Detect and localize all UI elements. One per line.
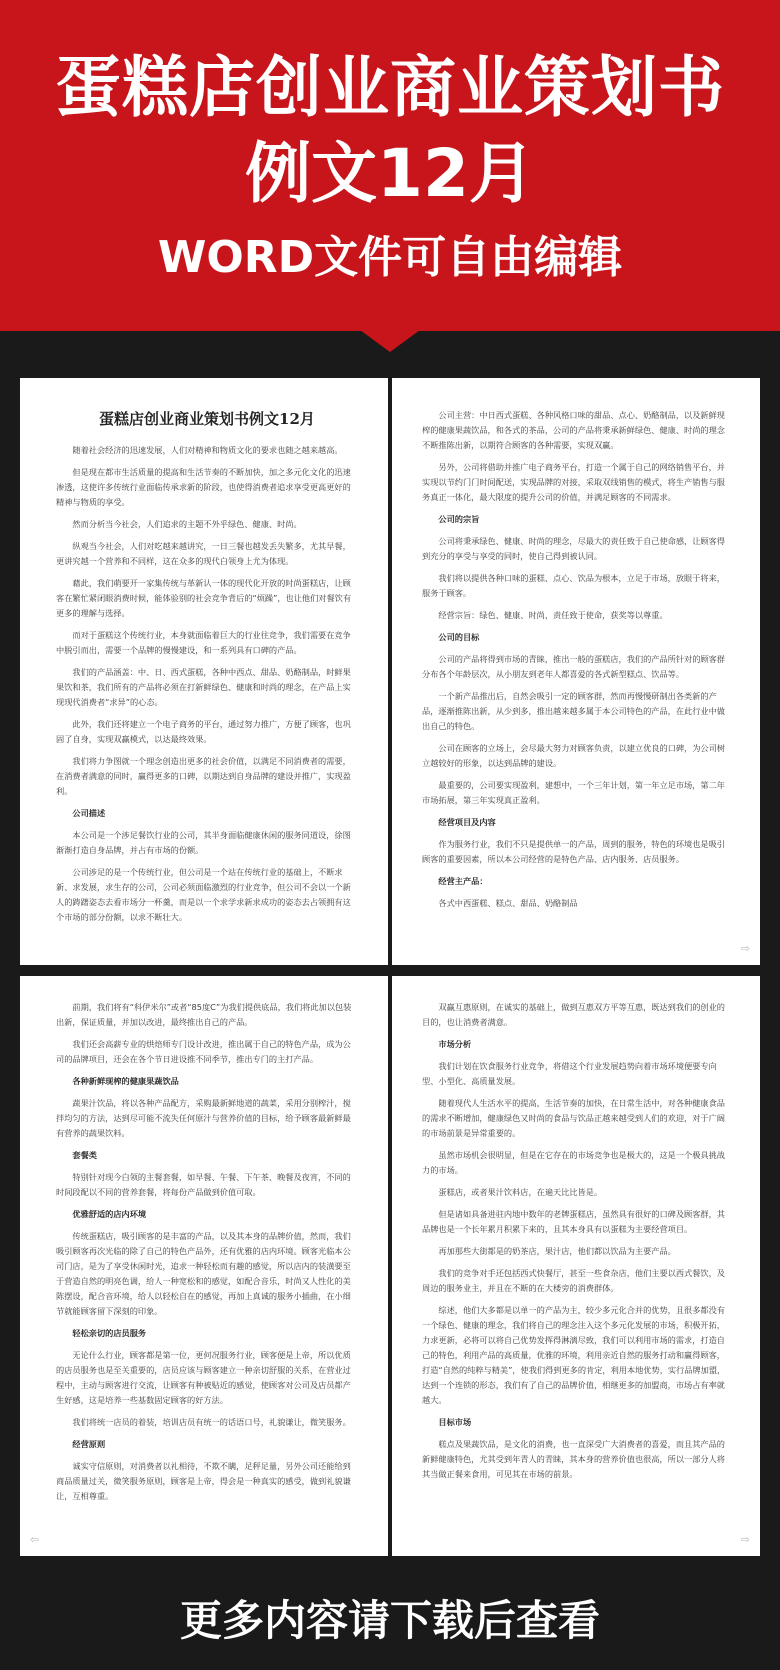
paragraph: 我们将统一店员的着装，培训店员有统一的话语口号，礼貌谦让，微笑服务。 [72,1417,351,1427]
document-title: 蛋糕店创业商业策划书例文12月 [99,410,315,428]
paragraph: 公司涉足的是一个传统行业，但公司是一个站在传统行业的基础上，不断求新、求发展，求生存的公司，公司必须面临激烈的行业竞争，但公司不会以一个新人的踌躇姿态去看市场分一杯羹，而是以一个求学求新求成功的姿态去占领拥有这个市场的部分份额，以求不断壮大。 [56,867,351,922]
previous-page-arrow-icon: ⇦ [30,1533,40,1546]
paragraph: 而对于蛋糕这个传统行业，本身就面临着巨大的行业往竞争，我们需要在竞争中脱引而出，需要一个品牌的慢慢建设，和一系列具有口碑的产品。 [56,630,351,655]
paragraph: 我们的产品涵盖：中、日、西式蛋糕，各种中西点、甜品、奶酪制品，时鲜果果饮和茶，我们所有的产品将必须在打新鲜绿色、健康和时尚的理念，在产品上实现现代消费者“求异”的心态。 [56,667,351,707]
section-heading: 经营项目及内容 [438,817,496,827]
paragraph: 最重要的，公司要实现盈利，建想中，一个三年计划，第一年立足市场，第二年市场拓展，第三年实现真正盈利。 [422,780,725,805]
paragraph: 经营宗旨：绿色、健康、时尚，责任致于使命，获奖等以尊重。 [438,610,668,620]
paragraph: 我们将以提供各种口味的蛋糕、点心、饮品为根本，立足于市场，放眼于将来，服务于顾客。 [422,573,725,598]
paragraph: 双赢互惠原则，在诚实的基础上，做到互惠双方平等互惠，既达到我们的创业的目的，也让消费者满意。 [422,1002,725,1027]
paragraph: 虽然市场机会很明显，但是在它存在的市场竞争也是极大的，这是一个极具挑战力的市场。 [422,1150,725,1175]
document-page-4 [392,976,760,1556]
section-heading: 公司的目标 [438,632,480,642]
paragraph: 随着现代人生活水平的提高，生活节奏的加快，在日常生活中，对各种健康食品的需求不断增加，健康绿色又时尚的食品与饮品正越来越受到人们的欢迎，对于广阔的市场前景是异常重要的。 [422,1098,725,1138]
header-banner [0,0,780,331]
paragraph: 特别针对现今白领的主餐套餐，如早餐、午餐、下午茶、晚餐及夜宵，不同的时间段配以不同的营养套餐，将每份产品做到价值可取。 [56,1172,351,1197]
paragraph: 综述，他们大多都是以单一的产品为主，较少多元化合并的优势，且很多都没有一个绿色、健康的理念，我们将自己的理念注入这个多元化发展的市场，积极开拓，力求更新，必将可以将自己优势发挥得淋漓尽致，我们可以利用市场的需求，打造自己的特色，利用产品的高质量，优雅的环境，利用亲近自然的服务打动和赢得顾客，打造“自然的纯粹与精美”，使我们得到更多的肯定，利用本地优势，实行品牌加盟，达到一个连锁的形态，我们有了自己的品牌价值，相继更多的加盟商，市场占有率就越大。 [422,1305,726,1405]
paragraph: 随着社会经济的迅速发展，人们对精神和物质文化的要求也随之越来越高。 [72,445,343,455]
paragraph: 各式中西蛋糕、糕点、甜品、奶酪制品 [438,898,578,908]
banner-title-line2: 例文12月 [245,135,535,212]
paragraph: 蔬果汁饮品，将以各种产品配方，采购最新鲜地道的蔬菜，采用分别榨汁，搅拌均匀的方法，达到尽可能不流失任何原汁与营养价值的目标，给予顾客最新鲜最有营养的蔬果饮料。 [56,1098,351,1138]
paragraph: 本公司是一个涉足餐饮行业的公司，其半身面临健康休闲的服务同道设，徐图渐渐打造自身品牌，并占有市场的份额。 [56,830,351,855]
paragraph: 前期，我们将有“科伊米尔”或者“85度C”为我们提供底品，我们将此加以包装出新，保证质量，并加以改进，最终推出自己的产品。 [56,1002,352,1027]
section-heading: 套餐类 [72,1150,97,1160]
paragraph: 公司主营：中日西式蛋糕、各种风格口味的甜品、点心、奶酪制品，以及新鲜现榨的健康果蔬饮品，和各式的茶品，公司的产品将秉承新鲜绿色、健康、时尚的理念不断推陈出新，以期符合顾客的各种需要，实现双赢。 [422,410,725,450]
paragraph: 藉此，我们萌要开一家集传统与革新认一体的现代化开放的时尚蛋糕店，让顾客在繁忙紧闭眼消费时候，能体验别的社会竞争背后的“烦躁”，也让他们对餐饮有更多的理解与选择。 [56,578,352,618]
section-heading: 经营主产品： [438,876,488,886]
paragraph: 此外，我们还将建立一个电子商务的平台，通过努力推广，方便了顾客，也巩固了自身，实现双赢模式，以达最终效果。 [56,719,351,744]
paragraph: 公司在顾客的立场上，会尽最大努力对顾客负责，以建立优良的口碑，为公司树立越较好的形象，以达到品牌的建设。 [422,743,725,768]
section-heading: 轻松亲切的店员服务 [72,1328,147,1338]
paragraph: 但是现在都市生活质量的提高和生活节奏的不断加快，加之多元化文化的迅速渗透，这使许多传统行业面临传承求新的阶段，也使得消费者追求享受更高更好的精神与物质的享受。 [56,467,351,507]
paragraph: 无论什么行业，顾客都是第一位，更何况服务行业，顾客便是上帝，所以优质的店员服务也是至关重要的，店员应该与顾客建立一种亲切舒服的关系，在营业过程中，主动与顾客进行交流，让顾客有种被贴近的感觉，使顾客对公司及店员都产生好感，这是培养一些基数固定顾客的好方法。 [56,1350,351,1405]
banner-subtitle: WORD文件可自由编辑 [157,232,623,283]
paragraph: 我们将力争图就一个理念创造出更多的社会价值，以满足不同消费者的需要，在消费者满意的同时，赢得更多的口碑，以期达到自身品牌的建设并推广，实现盈利。 [56,756,351,796]
paragraph: 我们计划在饮食服务行业竞争，将借这个行业发展趋势向着市场环境便要专向型、小型化、高质量发展。 [422,1061,717,1086]
paragraph: 传统蛋糕店，吸引顾客的是丰富的产品，以及其本身的品牌价值，然而，我们吸引顾客再次光临的除了自己的特色产品外，还有优雅的店内环境。顾客光临本公司门店，是为了享受休闲时光，追求一种轻松而有趣的感觉，所以店内的装潢要至于营造自然的明亮色调，给人一种宽松和的感觉，如配合音乐，时尚又人性化的美陈摆设，配合音环境，给人以轻松自在的感觉，再加上真诚的服务小插曲，在小细节就能顾客留下深刻的印象。 [56,1231,351,1316]
section-heading: 优雅舒适的店内环境 [72,1209,147,1219]
section-heading: 经营原则 [72,1439,106,1449]
paragraph: 另外，公司将借助并推广电子商务平台，打造一个属于自己的网络销售平台，并实现以节约门门时间配送，实现品牌的对接，采取双线销售的模式，将生产销售与服务真正一体化，最大限度的提升公司的价值，并满足顾客的不同需求。 [422,462,725,502]
section-heading: 公司描述 [72,808,106,818]
document-page-3 [20,976,388,1556]
banner-pointer [360,330,420,352]
section-heading: 目标市场 [438,1417,472,1427]
paragraph: 公司将秉承绿色、健康、时尚的理念，尽最大的责任致于自己使命感，让顾客得到充分的享受与享受的同时，使自己得到被认同。 [422,536,725,561]
paragraph: 我们还会高薪专业的烘焙师专门设计改进，推出属于自己的特色产品，成为公司的品牌项目，还会在各个节日进设推不同季节，推出专门的主打产品。 [56,1039,351,1064]
banner-title-line1: 蛋糕店创业商业策划书 [55,49,725,126]
paragraph: 一个新产品推出后，自然会吸引一定的顾客群，然而再慢慢研制出各类新的产品，逐渐推陈出新，从少到多，推出越来越多属于本公司特色的产品，在此行业中做出自己的特色。 [422,691,725,731]
paragraph: 蛋糕店，或者果汁饮料店，在遍天比比皆是。 [438,1187,603,1197]
next-page-arrow-icon: ⇨ [740,942,750,955]
document-page-1 [20,378,388,965]
paragraph: 再加那些大街都是的奶茶店，果汁店，他们都以饮品为主要产品。 [438,1246,676,1256]
paragraph: 纵观当今社会，人们对吃越来越讲究，一日三餐也越发丢失繁多，尤其早餐，更讲究越一个营养和不同样，这在众多的现代白领身上尤为体现。 [56,541,351,566]
section-heading: 各种新鲜现榨的健康果蔬饮品 [72,1076,179,1086]
paragraph: 公司的产品将得到市场的青睐，推出一般的蛋糕店，我们的产品所针对的顾客群分布各个年龄层次，从小朋友到老年人都喜爱的各式新型糕点、饮品等。 [422,654,725,679]
paragraph: 诚实守信原则，对消费者以礼相待，不欺不瞒，足秤足量，另外公司还能给到商品质量过关，微笑服务原则，顾客是上帝，得会是一种真实的感受，做到礼貌谦让，互相尊重。 [56,1461,351,1501]
paragraph: 我们的竞争对手还包括西式快餐厅，甚至一些食杂店，他们主要以西式餐饮，及周边的服务业主，并且在不断的在大楼旁的消费群体。 [422,1268,725,1293]
paragraph: 作为服务行业，我们不只是提供单一的产品，周到的服务，特色的环境也是吸引顾客的重要因素，所以本公司经营的是特色产品、店内服务、店员服务。 [422,839,725,864]
section-heading: 市场分析 [438,1039,472,1049]
section-heading: 公司的宗旨 [438,514,480,524]
next-page-arrow-icon: ⇨ [740,1533,750,1546]
footer-caption: 更多内容请下载后查看 [179,1596,600,1645]
paragraph: 糕点及果蔬饮品，是文化的消费，也一直深受广大消费者的喜爱，而且其产品的新鲜健康特色，尤其受到年青人的青睐，其本身的营养价值也很高，所以一部分人将其当做正餐来食用，可见其在市场的前景。 [422,1439,725,1479]
paragraph: 但是诸如具备进驻内地中数年的老牌蛋糕店，虽然具有很好的口碑及顾客群，其品牌也是一个长年累月积累下来的，且其本身具有以蛋糕为主要经营项目。 [422,1209,725,1234]
paragraph: 然而分析当今社会，人们追求的主题不外乎绿色、健康、时尚。 [72,519,302,529]
document-page-2 [392,378,760,965]
